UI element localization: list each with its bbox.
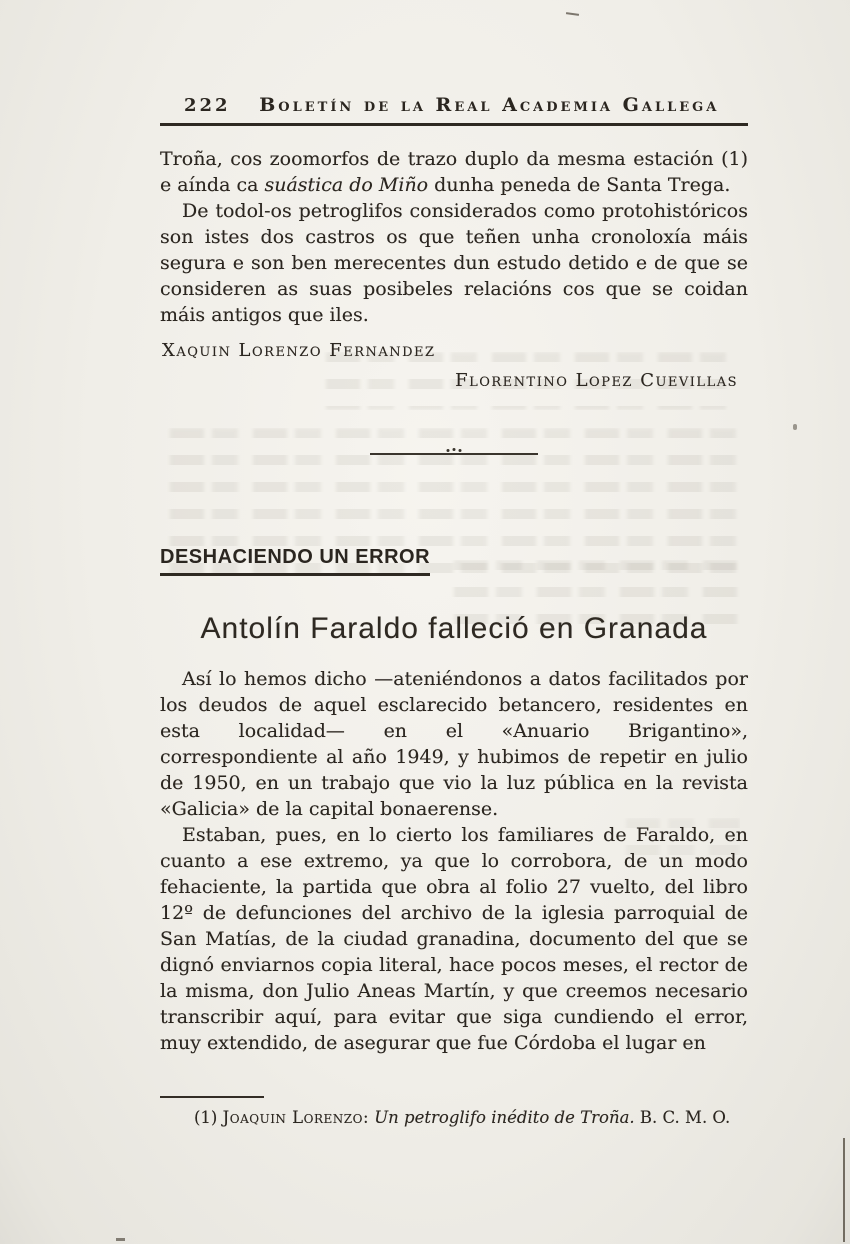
footnote-source-abbreviation: B. C. M. O.	[639, 1108, 731, 1127]
signature-author-right: Florentino Lopez Cuevillas	[455, 370, 738, 391]
footnote-marker: (1)	[194, 1108, 218, 1127]
footnote	[160, 1096, 748, 1129]
italic-phrase: suástica do Miño	[264, 174, 429, 196]
scan-artifact	[566, 12, 579, 16]
article-title: Antolín Faraldo falleció en Granada	[200, 612, 708, 645]
signature-author-left: Xaquin Lorenzo Fernandez	[162, 340, 436, 361]
footnote-work-title: Un petroglifo inédito de Troña.	[374, 1108, 635, 1127]
page-header	[160, 94, 748, 126]
divider-dots-ornament	[453, 448, 456, 451]
divider-rule	[370, 453, 538, 455]
text-run: Troña, cos zoomorfos de trazo duplo da mesma estación (1) e aínda ca	[160, 148, 748, 196]
page-number: 222	[184, 95, 231, 116]
journal-title: Boletín de la Real Academia Gallega	[259, 94, 720, 116]
article-paragraph: Así lo hemos dicho —ateniéndonos a datos facilitados por los deudos de aquel esclarecido betancero, residentes en esta localidad— en el «Anuario Brigantino», correspondiente al año 1949, y hubimos de repetir en julio de 1950, en un trabajo que vio la luz pública en la revista «Galicia» de la capital bonaerense.	[160, 668, 748, 820]
text-column	[160, 94, 748, 1056]
article-section	[160, 456, 748, 1056]
footnote-author: Joaquin Lorenzo:	[222, 1108, 370, 1127]
footnote-text	[194, 1107, 748, 1129]
section-heading: DESHACIENDO UN ERROR	[160, 546, 430, 576]
text-run: dunha peneda de Santa Trega.	[434, 174, 731, 196]
article-paragraph: Estaban, pues, en lo cierto los familiares de Faraldo, en cuanto a ese extremo, ya que lo corrobora, de un modo fehaciente, la partida que obra al folio 27 vuelto, del libro 12º de defunciones del archivo de la iglesia parroquial de San Matías, de la ciudad granadina, documento del que se dignó enviarnos copia literal, hace pocos meses, el rector de la misma, don Julio Aneas Martín, y que creemos necesario transcribir aquí, para evitar que siga cundiendo el error, muy extendido, de asegurar que fue Córdoba el lugar en	[160, 824, 748, 1054]
paragraph: De todol-os petroglifos considerados como protohistóricos son istes dos castros os que teñen unha cronoloxía máis segura e son ben merecentes dun estudo detido e de que se consideren as suas posibeles relacións cos que se coidan máis antigos que iles.	[160, 200, 748, 326]
scan-artifact	[793, 424, 797, 430]
scan-artifact	[843, 1138, 845, 1242]
section-divider	[370, 447, 538, 456]
scan-artifact	[116, 1238, 125, 1241]
paragraph-continuation	[160, 146, 748, 198]
footnote-divider	[160, 1096, 264, 1098]
